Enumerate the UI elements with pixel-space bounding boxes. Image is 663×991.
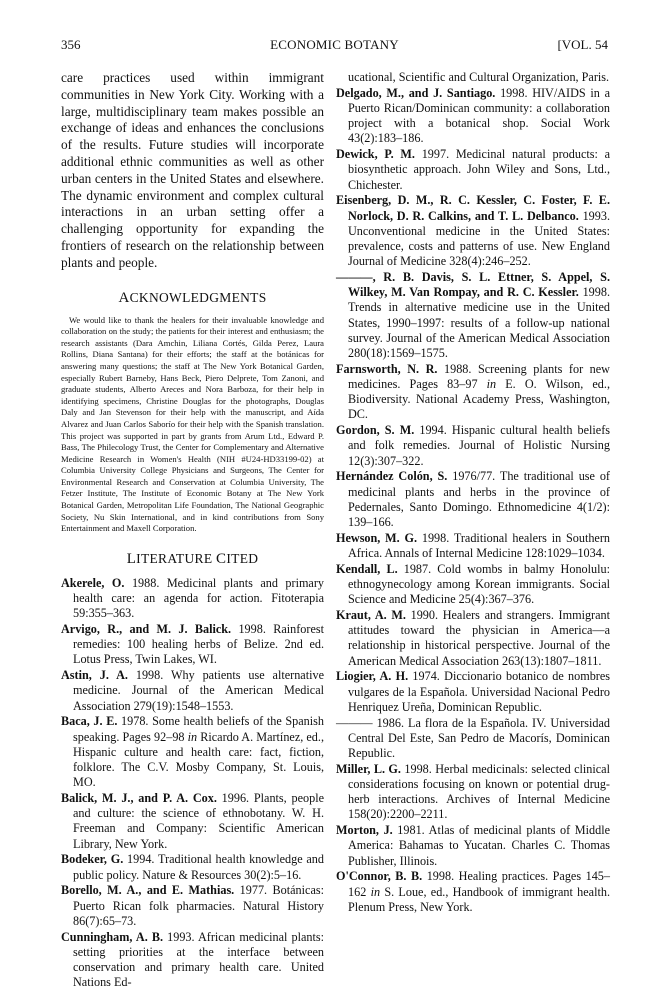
reference-authors: Hernández Colón, S. — [336, 469, 448, 484]
reference-entry: Hernández Colón, S. 1976/77. The traditional use of medicinal plants and herbs in the province of Pedernales, Santo Domingo. Ethnomedicine 4(1/2): 139–166. — [336, 469, 610, 530]
reference-authors: Arvigo, R., and M. J. Balick. — [61, 622, 232, 637]
reference-authors: Eisenberg, D. M., R. C. Kessler, C. Foster, F. E. Norlock, D. R. Calkins, and T. L. Delbanco. — [336, 193, 610, 223]
reference-entry: Balick, M. J., and P. A. Cox. 1996. Plants, people and culture: the science of ethnobotany. W. H. Freeman and Company: Scientific American Library, New York. — [61, 791, 324, 851]
reference-entry: Morton, J. 1981. Atlas of medicinal plants of Middle America: Bahamas to Yucatan. Charles C. Thomas Publisher, Illinois. — [336, 823, 610, 868]
reference-entry: Farnsworth, N. R. 1988. Screening plants for new medicines. Pages 83–97 in E. O. Wilson, ed., Biodiversity. National Academy Press, Washington, DC. — [336, 361, 610, 422]
reference-entry: Eisenberg, D. M., R. C. Kessler, C. Foster, F. E. Norlock, D. R. Calkins, and T. L. Delbanco. 1993. Unconventional medicine in the United States: prevalence, costs and patterns of use. New England Journal of Medicine 328(4):246–252. — [336, 193, 611, 269]
reference-entry: ———, R. B. Davis, S. L. Ettner, S. Appel, S. Wilkey, M. Van Rompay, and R. C. Kessler. 1998. Trends in alternative medicine use in the United States, 1990–1997: results of a follow-up national survey. Journal of the American Medical Association 280(18):1569–1575. — [336, 270, 610, 361]
reference-entry: Gordon, S. M. 1994. Hispanic cultural health beliefs and folk remedies. Journal of Holistic Nursing 12(3):307–322. — [336, 423, 611, 468]
reference-entry: Kendall, L. 1987. Cold wombs in balmy Honolulu: ethnogynecology among Korean immigrants. Social Science and Medicine 25(4):367–376. — [336, 561, 610, 607]
reference-authors: Miller, L. G. — [336, 761, 401, 776]
reference-authors: Dewick, P. M. — [336, 147, 415, 162]
reference-entry: Arvigo, R., and M. J. Balick. 1998. Rainforest remedies: 100 healing herbs of Belize. 2nd ed. Lotus Press, Twin Lakes, WI. — [61, 622, 324, 667]
reference-entry: Hewson, M. G. 1998. Traditional healers in Southern Africa. Annals of Internal Medicine 128:1029–1034. — [336, 530, 610, 561]
left-column — [61, 70, 324, 991]
reference-entry: O'Connor, B. B. 1998. Healing practices. Pages 145–162 in S. Loue, ed., Handbook of immigrant health. Plenum Press, New York. — [336, 869, 610, 914]
reference-entry: ucational, Scientific and Cultural Organization, Paris. — [348, 70, 610, 84]
reference-authors: Akerele, O. — [61, 575, 125, 590]
reference-entry: ——— 1986. La flora de la Española. IV. Universidad Central Del Este, San Pedro de Macorís, Dominican Republic. — [336, 715, 610, 761]
reference-entry: Baca, J. E. 1978. Some health beliefs of the Spanish speaking. Pages 92–98 in Ricardo A. Martínez, ed., Hispanic culture and health care: fact, fiction, folklore. The C.V. Mosby Company, St. Louis, MO. — [61, 714, 324, 790]
reference-entry: Astin, J. A. 1998. Why patients use alternative medicine. Journal of the American Medical Association 279(19):1548–1553. — [61, 668, 324, 713]
reference-entry: Borello, M. A., and E. Mathias. 1977. Botánicas: Puerto Rican folk pharmacies. Natural History 86(7):65–73. — [61, 883, 324, 928]
reference-authors: Liogier, A. H. — [336, 669, 409, 684]
literature-cited-heading: LITERATURE CITED — [126, 550, 259, 567]
running-header — [61, 37, 608, 55]
reference-entry: Kraut, A. M. 1990. Healers and strangers. Immigrant attitudes toward the physician in America—a relationship in historical perspective. Journal of the American Medical Association 263(13):1807–1811. — [336, 608, 610, 668]
reference-entry: Bodeker, G. 1994. Traditional health knowledge and public policy. Nature & Resources 30(2):5–16. — [61, 852, 324, 882]
reference-entry: Miller, L. G. 1998. Herbal medicinals: selected clinical considerations focusing on known or potential drug-herb interactions. Archives of Internal Medicine 158(20):2200–2211. — [336, 761, 610, 822]
right-column — [336, 70, 610, 916]
reference-authors: Borello, M. A., and E. Mathias. — [61, 883, 235, 898]
reference-entry: Akerele, O. 1988. Medicinal plants and primary health care: an agenda for action. Fitoterapia 59:355–363. — [61, 575, 324, 621]
reference-entry: Dewick, P. M. 1997. Medicinal natural products: a biosynthetic approach. John Wiley and Sons, Ltd., Chichester. — [336, 147, 610, 192]
reference-authors: Delgado, M., and J. Santiago. — [336, 85, 496, 100]
reference-authors: ———, R. B. Davis, S. L. Ettner, S. Appel, S. Wilkey, M. Van Rompay, and R. C. Kessler. — [336, 270, 610, 300]
acknowledgments-text: We would like to thank the healers for their invaluable knowledge and collaboration on the study; the patients for their interest and enthusiasm; the research assistants (Dara Amchin, Liliana Cortés, Gilda Perez, Laura Rollins, Diana Santana) for their efforts; the staff at the botánicas for answering many questions; the staff at The New York Botanical Garden, especially Rubert Barneby, Hans Beck, Piero Delprete, Tom Zanoni, and graduate students, Alberto Areces and Nora Barboza, for their help in identifying specimens, Christine Douglas for the photographs, Douglas Daly and Jan Stevenson for their help with the manuscript, and Aída Alvarez and Juan Carlos Saborío for their help with the Spanish translation. This project was supported in part by grants from Arum Ltd., Edward P. Bass, The Philecology Trust, the Center for Complementary and Alternative Medicine Research in Women's Health (NIH #U24-HD33199-02) at Columbia University College Physicians and Surgeons, The Center for Environmental Research and Conservation at Columbia University, The Fetzer Institute, The Institute of Economic Botany at The New York Botanical Garden, Metropolitan Life Foundation, The National Geographic Society, Nu Skin International, and in kind contributions from Sony Entertainment and Maxell Corporation. — [61, 314, 324, 534]
reference-authors: Kraut, A. M. — [336, 608, 406, 623]
reference-entry: Liogier, A. H. 1974. Diccionario botanico de nombres vulgares de la Española. Universidad Nacional Pedro Henriquez Ureña, Dominican Republic. — [336, 669, 611, 714]
reference-authors: Morton, J. — [336, 823, 393, 838]
reference-entry: Delgado, M., and J. Santiago. 1998. HIV/AIDS in a Puerto Rican/Dominican community: a collaboration project with a botanical shop. Social Work 43(2):183–186. — [336, 85, 610, 146]
reference-authors: Hewson, M. G. — [336, 530, 418, 545]
reference-authors: Balick, M. J., and P. A. Cox. — [61, 791, 217, 806]
reference-entry: Cunningham, A. B. 1993. African medicinal plants: setting priorities at the interface between conservation and primary health care. United Nations Ed- — [61, 929, 324, 990]
reference-authors: Farnsworth, N. R. — [336, 361, 438, 376]
reference-authors: Cunningham, A. B. — [61, 929, 164, 944]
reference-list-left — [61, 576, 324, 991]
reference-list-right — [336, 70, 610, 915]
reference-authors: Astin, J. A. — [61, 668, 128, 683]
page-number: 356 — [61, 37, 81, 52]
volume-label: [VOL. 54 — [557, 37, 608, 52]
intro-paragraph: care practices used within immigrant communities in New York City. Working with a large, multidisciplinary team makes possible an exchange of ideas and enhances the conclusions of the results. Future studies will incorporate additional ethnic communities as well as other urban centers in the United States and elsewhere. The dynamic environment and complex cultural interactions in an urban setting offer a challenging opportunity for expanding the frontiers of research on the relationship between plants and people. — [61, 70, 324, 270]
reference-authors: Gordon, S. M. — [336, 423, 415, 438]
journal-title: ECONOMIC BOTANY — [270, 37, 399, 52]
reference-authors: O'Connor, B. B. — [336, 869, 423, 884]
reference-authors: Baca, J. E. — [61, 714, 118, 729]
reference-authors: Bodeker, G. — [61, 852, 124, 867]
reference-authors: Kendall, L. — [336, 561, 398, 576]
acknowledgments-heading: ACKNOWLEDGMENTS — [118, 289, 267, 306]
